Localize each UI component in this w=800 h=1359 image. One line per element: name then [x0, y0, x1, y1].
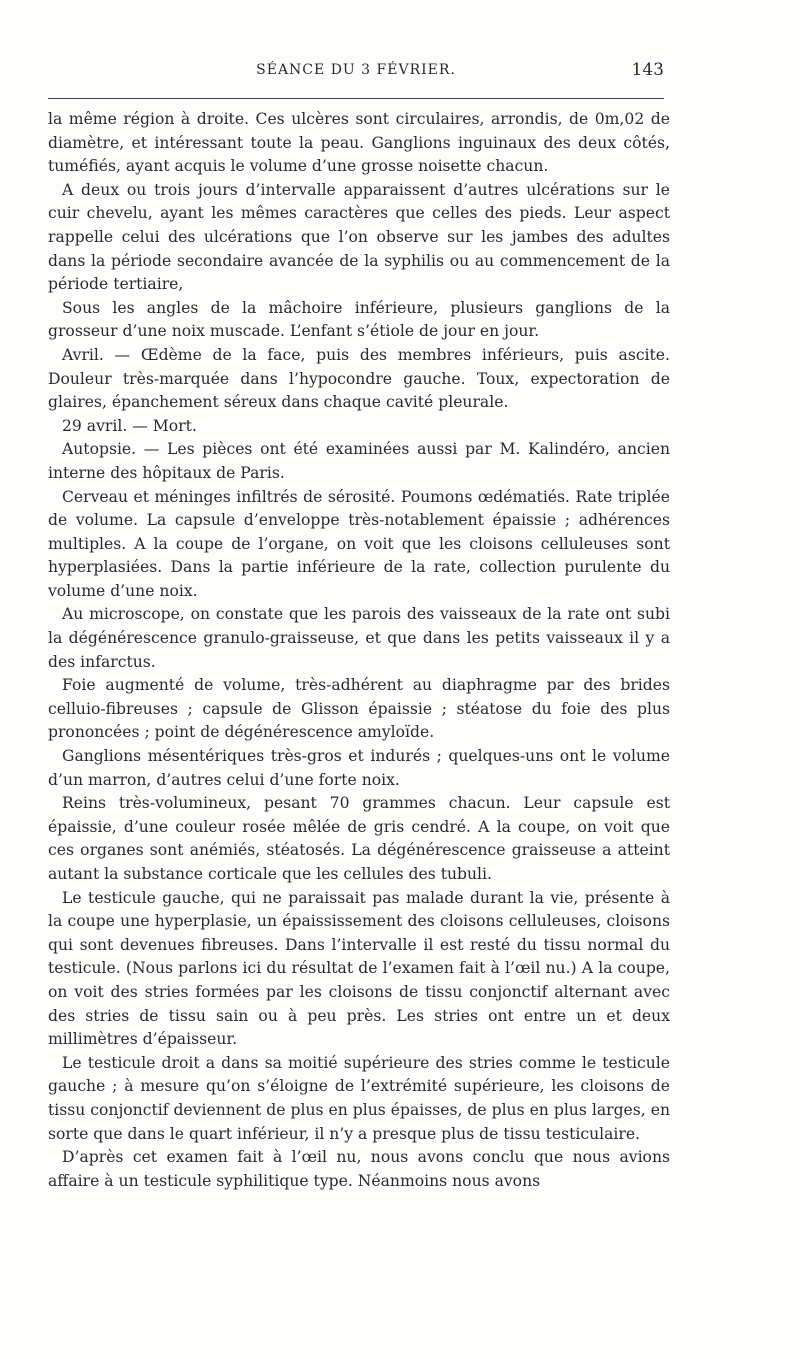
paragraph: 29 avril. — Mort. [62, 416, 197, 435]
paragraph: Au microscope, on constate que les parois des vaisseaux de la rate ont subi la dégénérescence granulo-graisseuse, et que dans les petits vaisseaux il y a des infarctus. [48, 605, 670, 671]
paragraph: Le testicule droit a dans sa moitié supérieure des stries comme le testicule gauche ; à mesure qu’on s’éloigne de l’extrémité supérieure, les cloisons de tissu conjonctif deviennent de plus en plus épaisses, de plus en plus larges, en sorte que dans le quart inférieur, il n’y a presque plus de tissu testiculaire. [48, 1053, 670, 1143]
page-header [48, 56, 664, 86]
paragraph: Avril. — Œdème de la face, puis des membres inférieurs, puis ascite. Douleur très-marquée dans l’hypocondre gauche. Toux, expectoration de glaires, épanchement séreux dans chaque cavité pleurale. [48, 345, 670, 412]
paragraph: A deux ou trois jours d’intervalle apparaissent d’autres ulcérations sur le cuir chevelu, ayant les mêmes caractères que celles des pieds. Leur aspect rappelle celui des ulcérations que l’on observe sur les jambes des adultes dans la période secondaire avancée de la syphilis ou au commencement de la période tertiaire, [48, 180, 670, 294]
paragraph: D’après cet examen fait à l’œil nu, nous avons conclu que nous avions affaire à un testicule syphilitique type. Néanmoins nous avons [48, 1148, 670, 1190]
paragraph: Autopsie. — Les pièces ont été examinées aussi par M. Kalindéro, ancien interne des hôpitaux de Paris. [48, 440, 670, 482]
paragraph: Foie augmenté de volume, très-adhérent au diaphragme par des brides celluio-fibreuses ; capsule de Glisson épaissie ; stéatose du foie des plus prononcées ; point de dégénérescence amyloïde. [48, 676, 670, 742]
paragraph: Ganglions mésentériques très-gros et indurés ; quelques-uns ont le volume d’un marron, d’autres celui d’une forte noix. [48, 747, 670, 789]
paragraph: Sous les angles de la mâchoire inférieure, plusieurs ganglions de la grosseur d’une noix muscade. L’enfant s’étiole de jour en jour. [48, 298, 670, 341]
page-number: 143 [631, 60, 664, 80]
header-rule [48, 98, 664, 99]
paragraph: Le testicule gauche, qui ne paraissait pas malade durant la vie, présente à la coupe une hyperplasie, un épaississement des cloisons celluleuses, cloisons qui sont devenues fibreuses. Dans l’intervalle il est resté du tissu normal du testicule. (Nous parlons ici du résultat de l’examen fait à l’œil nu.) A la coupe, on voit des stries formées par les cloisons de tissu conjonctif alternant avec des stries de tissu sain ou à peu près. Les stries ont entre un et deux millimètres d’épaisseur. [48, 888, 670, 1049]
body-text [48, 108, 670, 1193]
paragraph: Cerveau et méninges infiltrés de sérosité. Poumons œdématiés. Rate triplée de volume. La capsule d’enveloppe très-notablement épaissie ; adhérences multiples. A la coupe de l’organe, on voit que les cloisons celluleuses sont hyperplasiées. Dans la partie inférieure de la rate, collection purulente du volume d’une noix. [48, 487, 670, 600]
running-head: SÉANCE DU 3 FÉVRIER. [256, 62, 456, 78]
paragraph: Reins très-volumineux, pesant 70 grammes chacun. Leur capsule est épaissie, d’une couleur rosée mêlée de gris cendré. A la coupe, on voit que ces organes sont anémiés, stéatosés. La dégénérescence graisseuse a atteint autant la substance corticale que les cellules des tubuli. [48, 794, 670, 883]
paragraph: la même région à droite. Ces ulcères sont circulaires, arrondis, de 0m,02 de diamètre, et intéressant toute la peau. Ganglions inguinaux des deux côtés, tuméfiés, ayant acquis le volume d’une grosse noisette chacun. [48, 110, 670, 176]
